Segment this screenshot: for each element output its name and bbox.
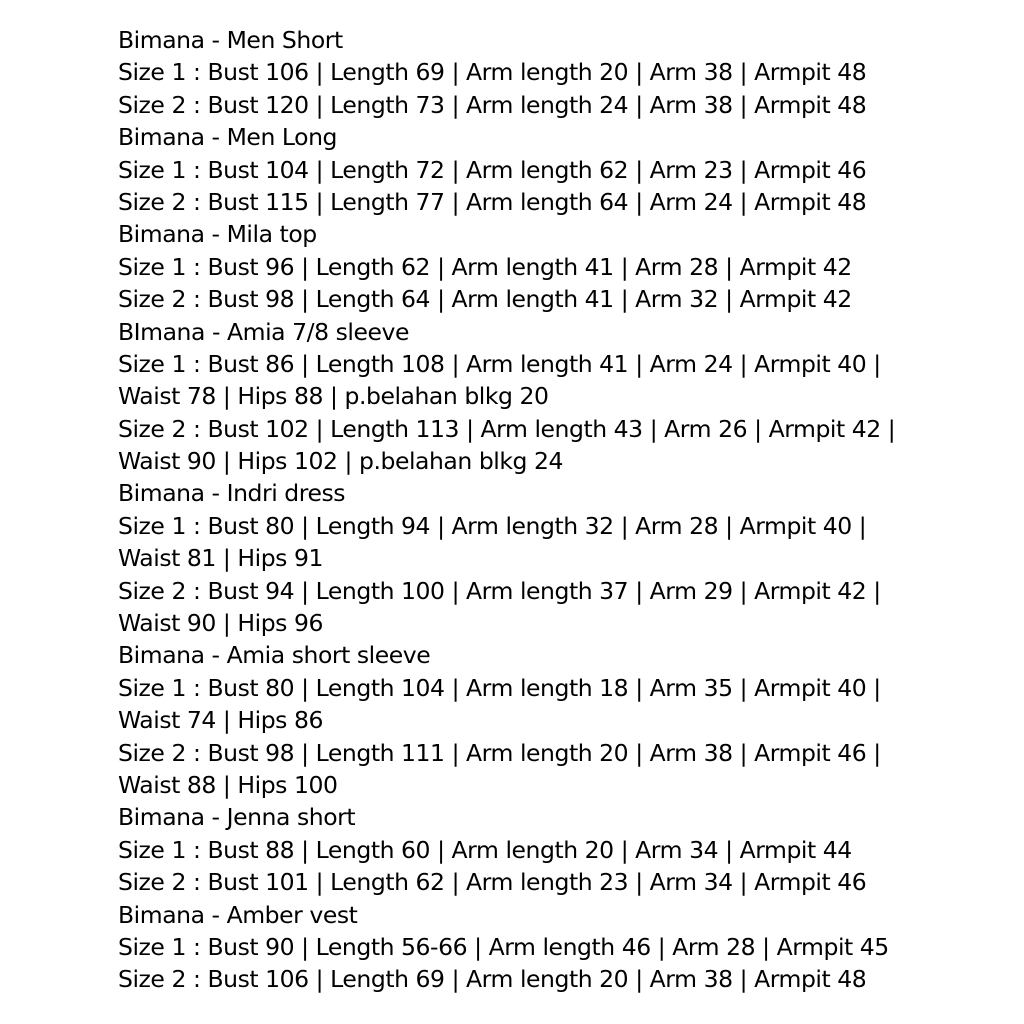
size-line: Size 1 : Bust 90 | Length 56-66 | Arm length 46 | Arm 28 | Armpit 45 [118, 932, 889, 961]
product-title-amia-short-sleeve: Bimana - Amia short sleeve [118, 641, 431, 670]
product-title-jenna-short: Bimana - Jenna short [118, 803, 356, 832]
size-line-continued: Waist 90 | Hips 102 | p.belahan blkg 24 [118, 447, 564, 476]
product-title-men-long: Bimana - Men Long [118, 123, 337, 152]
size-line: Size 1 : Bust 80 | Length 104 | Arm length 18 | Arm 35 | Armpit 40 | [118, 673, 881, 702]
size-line: Size 1 : Bust 88 | Length 60 | Arm length 20 | Arm 34 | Armpit 44 [118, 835, 852, 864]
product-title-indri-dress: Bimana - Indri dress [118, 479, 346, 508]
size-line-continued: Waist 88 | Hips 100 [118, 770, 338, 799]
size-line: Size 2 : Bust 120 | Length 73 | Arm length 24 | Arm 38 | Armpit 48 [118, 90, 867, 119]
size-line: Size 1 : Bust 106 | Length 69 | Arm length 20 | Arm 38 | Armpit 48 [118, 58, 867, 87]
size-line-continued: Waist 78 | Hips 88 | p.belahan blkg 20 [118, 382, 549, 411]
size-line: Size 1 : Bust 86 | Length 108 | Arm length 41 | Arm 24 | Armpit 40 | [118, 349, 881, 378]
size-line: Size 2 : Bust 102 | Length 113 | Arm length 43 | Arm 26 | Armpit 42 | [118, 414, 896, 443]
size-line: Size 2 : Bust 98 | Length 64 | Arm length 41 | Arm 32 | Armpit 42 [118, 285, 852, 314]
size-line: Size 2 : Bust 115 | Length 77 | Arm length 64 | Arm 24 | Armpit 48 [118, 187, 867, 216]
size-line-continued: Waist 90 | Hips 96 [118, 609, 323, 638]
size-line: Size 2 : Bust 98 | Length 111 | Arm length 20 | Arm 38 | Armpit 46 | [118, 738, 881, 767]
size-line: Size 1 : Bust 80 | Length 94 | Arm length 32 | Arm 28 | Armpit 40 | [118, 511, 867, 540]
size-line: Size 2 : Bust 106 | Length 69 | Arm length 20 | Arm 38 | Armpit 48 [118, 965, 867, 994]
size-chart-text [118, 24, 998, 996]
product-title-mila-top: Bimana - Mila top [118, 220, 317, 249]
size-line: Size 1 : Bust 104 | Length 72 | Arm length 62 | Arm 23 | Armpit 46 [118, 155, 867, 184]
size-line: Size 2 : Bust 94 | Length 100 | Arm length 37 | Arm 29 | Armpit 42 | [118, 576, 881, 605]
product-title-amia-7-8-sleeve: BImana - Amia 7/8 sleeve [118, 317, 409, 346]
size-line: Size 1 : Bust 96 | Length 62 | Arm length 41 | Arm 28 | Armpit 42 [118, 252, 852, 281]
product-title-amber-vest: Bimana - Amber vest [118, 900, 358, 929]
size-line-continued: Waist 81 | Hips 91 [118, 544, 323, 573]
size-line: Size 2 : Bust 101 | Length 62 | Arm length 23 | Arm 34 | Armpit 46 [118, 868, 867, 897]
size-line-continued: Waist 74 | Hips 86 [118, 706, 323, 735]
product-title-men-short: Bimana - Men Short [118, 26, 343, 54]
